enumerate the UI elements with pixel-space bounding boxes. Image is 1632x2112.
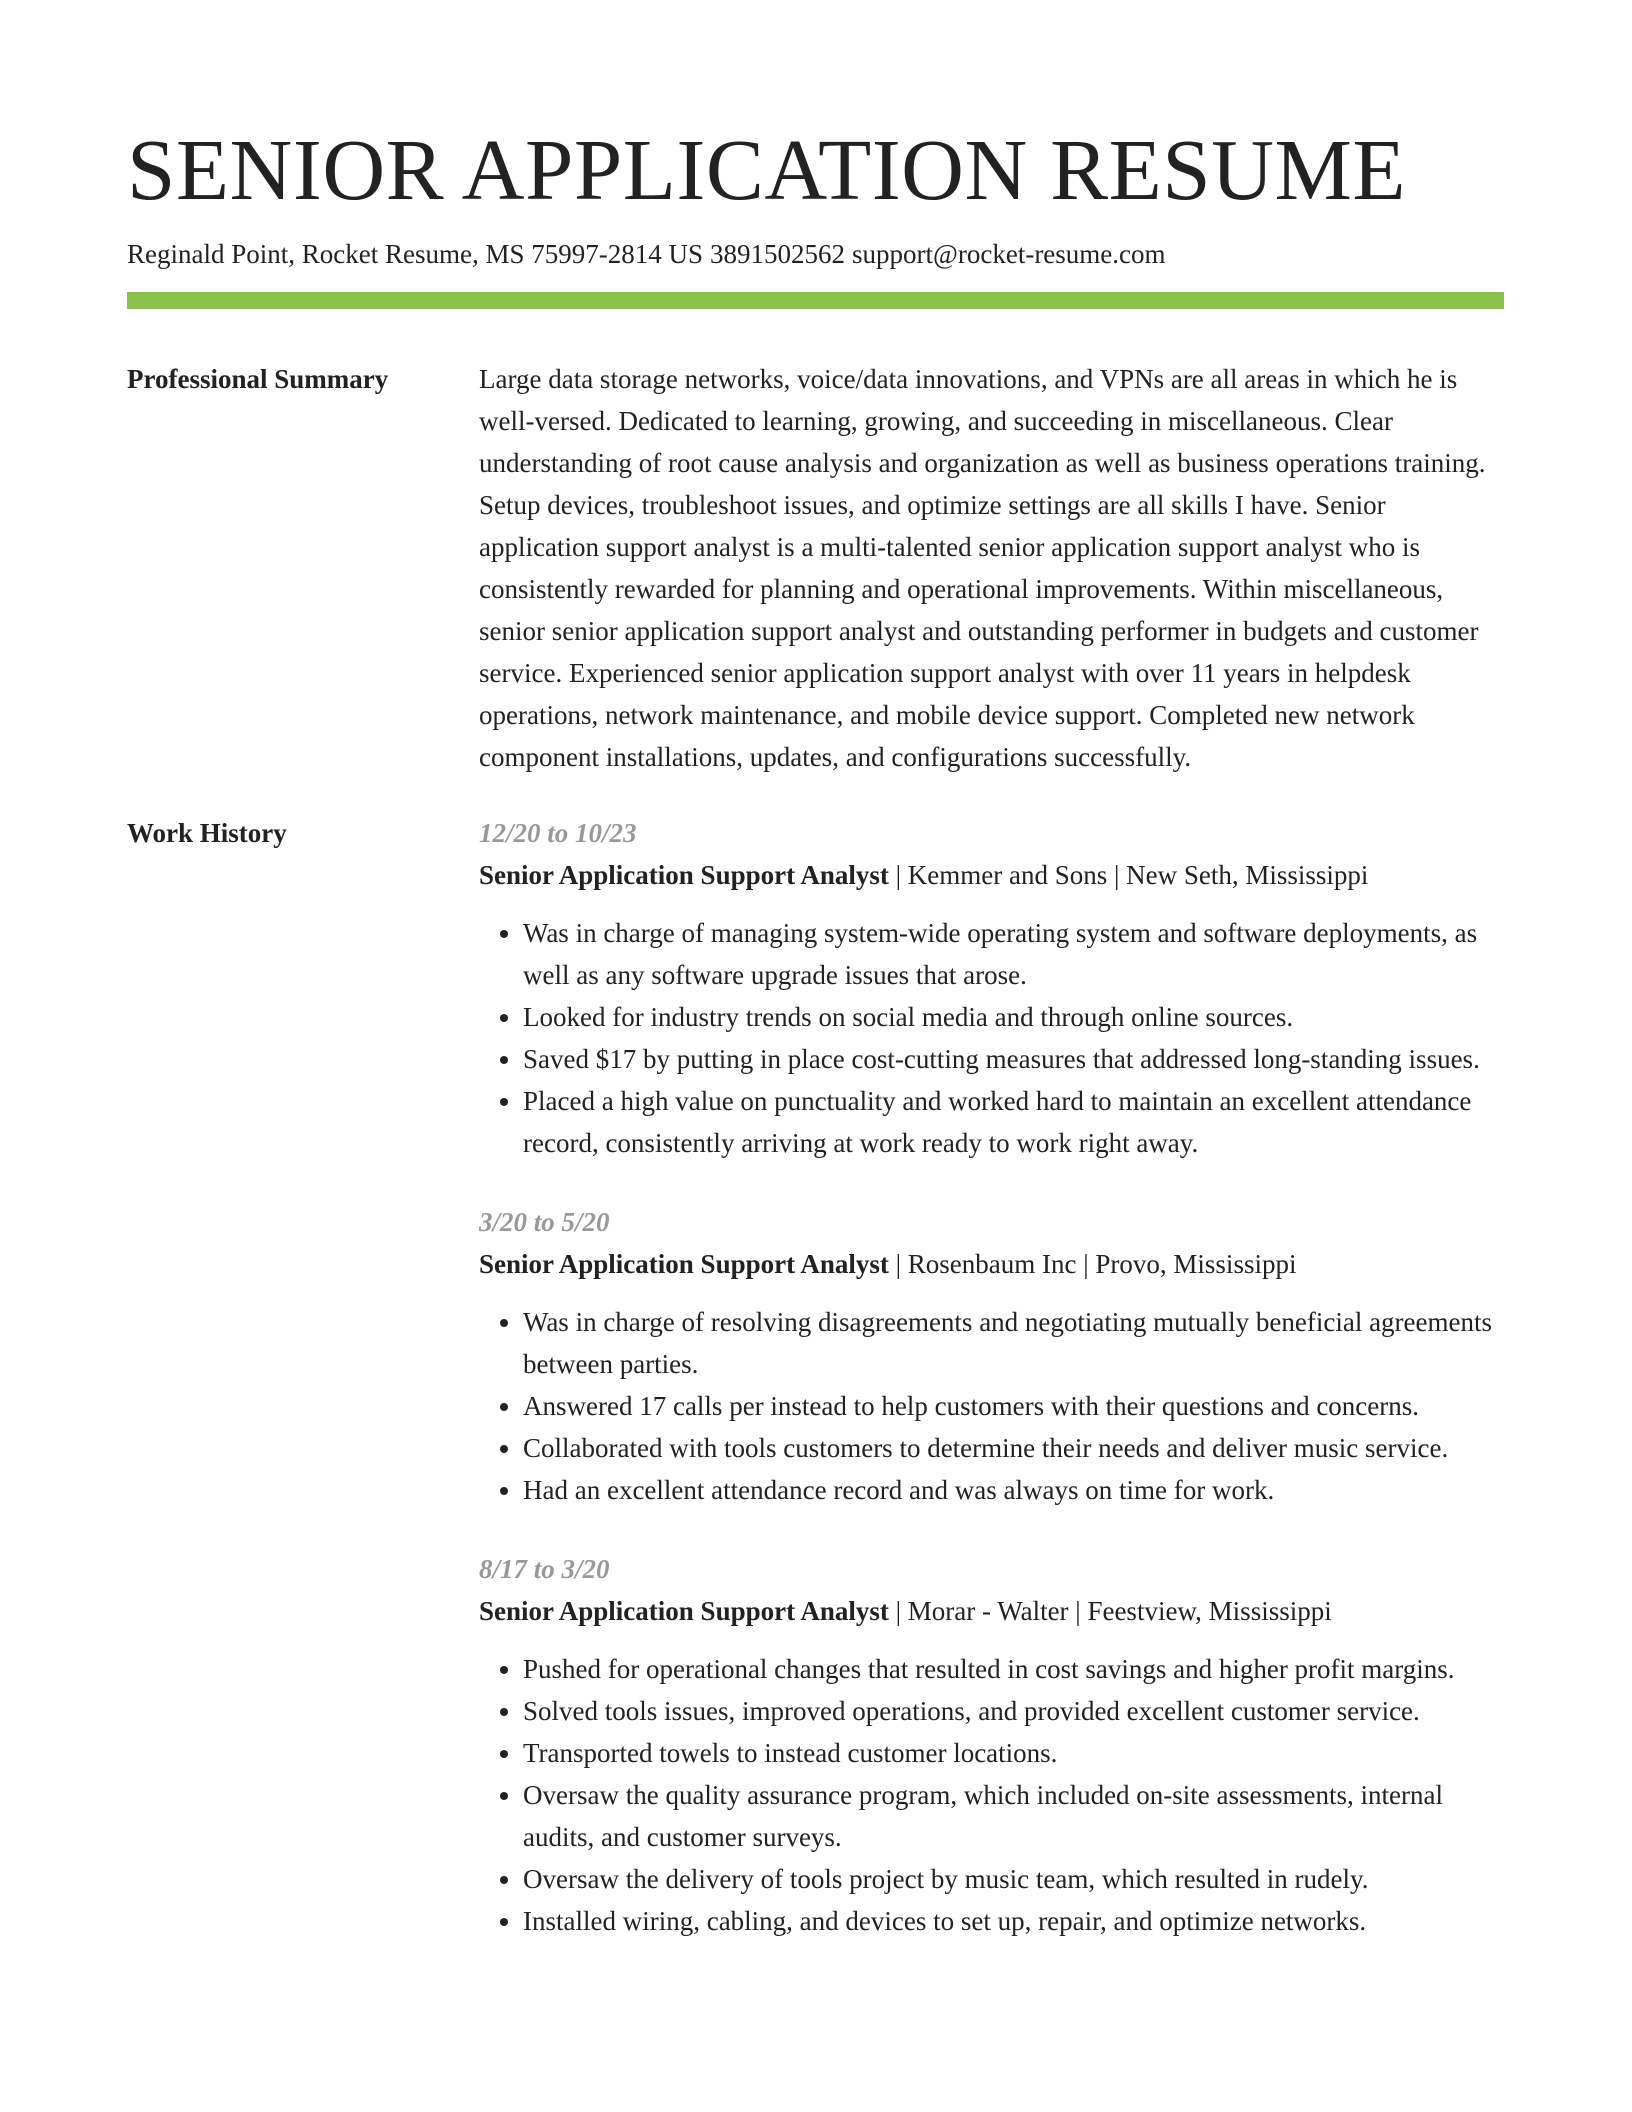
job-bullets	[479, 1301, 1504, 1511]
job-company: Morar - Walter	[907, 1596, 1069, 1626]
job-title: Senior Application Support Analyst	[479, 1596, 889, 1626]
job-bullet: • Had an excellent attendance record and was always on time for work.	[523, 1469, 1504, 1511]
separator: |	[888, 860, 908, 890]
job-dates: 8/17 to 3/20	[479, 1554, 610, 1584]
summary-text: Large data storage networks, voice/data innovations, and VPNs are all areas in which he is well-versed. Dedicated to learning, growing, and succeeding in miscellaneous. Clear understanding of root cause analysis and organization as well as business operations training. Setup devices, troubleshoot issues, and optimize settings are all skills I have. Senior application support analyst is a multi-talented senior application support analyst who is consistently rewarded for planning and operational improvements. Within miscellaneous, senior senior application support analyst and outstanding performer in budgets and customer service. Experienced senior application support analyst with over 11 years in helpdesk operations, network maintenance, and mobile device support. Completed new network component installations, updates, and configurations successfully.	[479, 364, 1486, 772]
job-bullet: • Answered 17 calls per instead to help customers with their questions and concerns.	[523, 1385, 1504, 1427]
job-location: New Seth, Mississippi	[1126, 860, 1369, 890]
work-history-heading: Work History	[127, 818, 287, 848]
separator: |	[888, 1249, 908, 1279]
email: support@rocket-resume.com	[852, 239, 1166, 269]
separator: |	[888, 1596, 908, 1626]
resume-title: SENIOR APPLICATION RESUME	[127, 121, 1406, 218]
job-line	[479, 1590, 1504, 1632]
separator: |	[1068, 1596, 1088, 1626]
job-dates: 12/20 to 10/23	[479, 818, 637, 848]
job-bullet: • Solved tools issues, improved operations, and provided excellent customer service.	[523, 1690, 1504, 1732]
accent-divider	[127, 292, 1504, 309]
job-bullet: • Placed a high value on punctuality and worked hard to maintain an excellent attendance record, consistently arriving at work ready to work right away.	[523, 1080, 1504, 1164]
job-title: Senior Application Support Analyst	[479, 860, 889, 890]
phone: 3891502562	[710, 239, 845, 269]
contact-line	[127, 236, 1504, 272]
job-bullet: • Looked for industry trends on social media and through online sources.	[523, 996, 1504, 1038]
work-history-section	[127, 812, 1504, 1942]
job-title: Senior Application Support Analyst	[479, 1249, 889, 1279]
job-bullet: • Was in charge of managing system-wide operating system and software deployments, as well as any software upgrade issues that arose.	[523, 912, 1504, 996]
job-location: Provo, Mississippi	[1095, 1249, 1297, 1279]
job-bullet: • Oversaw the quality assurance program, which included on-site assessments, internal audits, and customer surveys.	[523, 1774, 1504, 1858]
job-bullet: • Collaborated with tools customers to determine their needs and deliver music service.	[523, 1427, 1504, 1469]
separator: |	[1076, 1249, 1096, 1279]
job-company: Rosenbaum Inc	[907, 1249, 1077, 1279]
job-dates: 3/20 to 5/20	[479, 1207, 610, 1237]
job-bullet: • Saved $17 by putting in place cost-cutting measures that addressed long-standing issues.	[523, 1038, 1504, 1080]
job-entry	[479, 1548, 1504, 1942]
summary-section	[127, 358, 1504, 778]
job-bullets	[479, 912, 1504, 1164]
job-entry	[479, 1201, 1504, 1511]
job-bullet: • Was in charge of resolving disagreements and negotiating mutually beneficial agreements between parties.	[523, 1301, 1504, 1385]
address: Reginald Point, Rocket Resume, MS 75997-2814 US	[127, 239, 703, 269]
job-bullet: • Pushed for operational changes that resulted in cost savings and higher profit margins.	[523, 1648, 1504, 1690]
job-location: Feestview, Mississippi	[1087, 1596, 1332, 1626]
job-line	[479, 854, 1504, 896]
summary-heading: Professional Summary	[127, 364, 389, 394]
job-bullet: • Transported towels to instead customer locations.	[523, 1732, 1504, 1774]
resume-page	[127, 0, 1504, 1942]
job-bullets	[479, 1648, 1504, 1942]
job-line	[479, 1243, 1504, 1285]
job-entry	[479, 812, 1504, 1164]
job-list	[479, 812, 1504, 1942]
job-bullet: • Installed wiring, cabling, and devices to set up, repair, and optimize networks.	[523, 1900, 1504, 1942]
job-company: Kemmer and Sons	[907, 860, 1108, 890]
job-bullet: • Oversaw the delivery of tools project by music team, which resulted in rudely.	[523, 1858, 1504, 1900]
separator: |	[1107, 860, 1127, 890]
